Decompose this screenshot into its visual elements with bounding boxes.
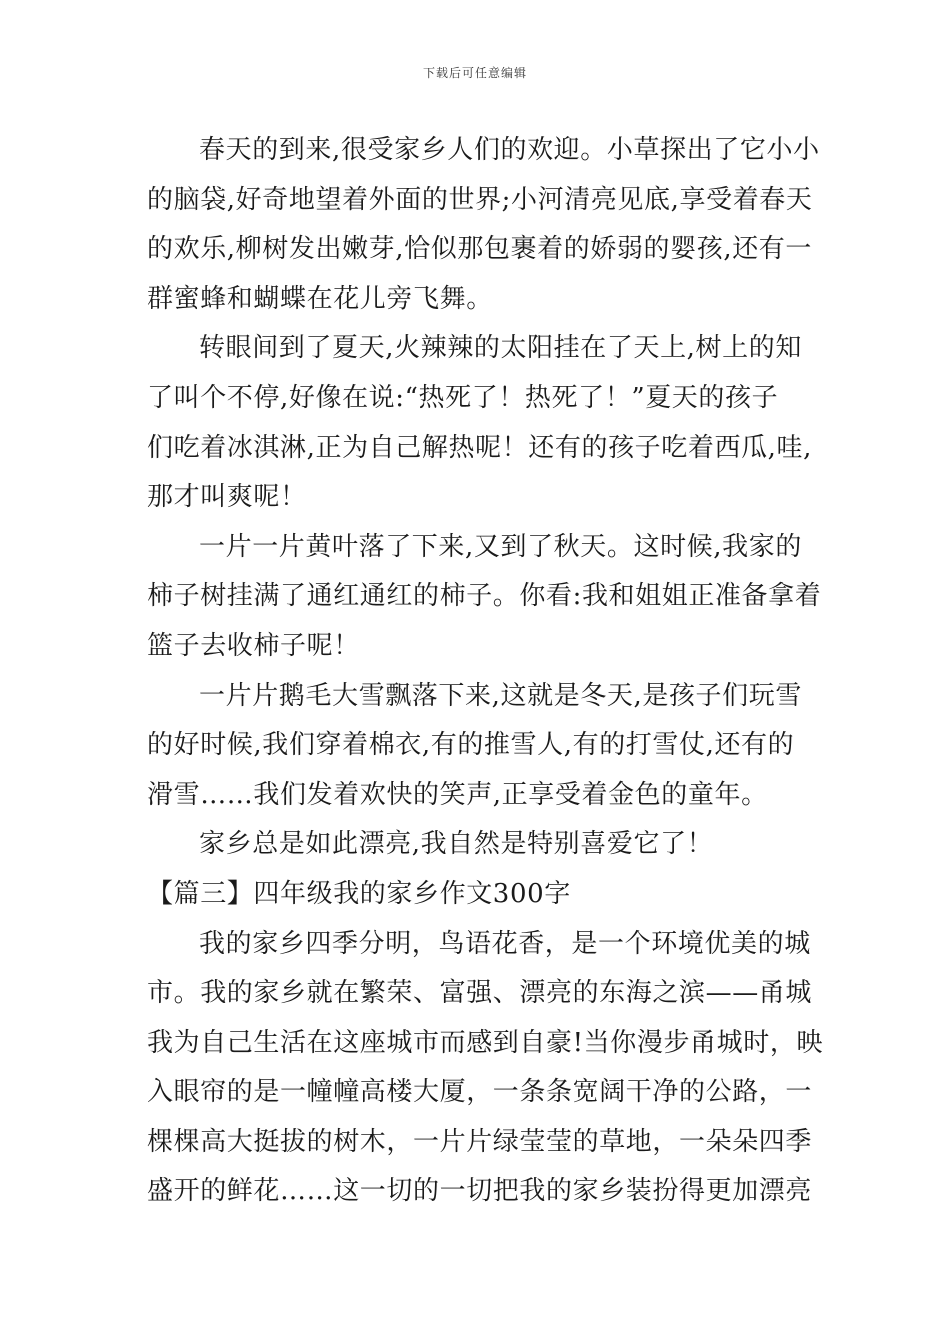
section-heading: 【篇三】四年级我的家乡作文300字 xyxy=(147,878,571,909)
text-line: 我为自己生活在这座城市而感到自豪!当你漫步甬城时，映 xyxy=(147,1027,824,1058)
text-line: 一片片鹅毛大雪飘落下来,这就是冬天,是孩子们玩雪 xyxy=(199,680,802,711)
text-line: 那才叫爽呢！ xyxy=(147,482,307,513)
text-line: 一片一片黄叶落了下来,又到了秋天。这时候,我家的 xyxy=(199,531,802,562)
text-line: 市。我的家乡就在繁荣、富强、漂亮的东海之滨——甬城 xyxy=(147,978,813,1009)
text-line: 春天的到来,很受家乡人们的欢迎。小草探出了它小小 xyxy=(199,135,820,165)
text-line: 我的家乡四季分明，鸟语花香，是一个环境优美的城 xyxy=(199,928,811,959)
text-line: 棵棵高大挺拔的树木，一片片绿莹莹的草地，一朵朵四季 xyxy=(147,1126,813,1157)
document-body xyxy=(147,126,824,1217)
text-line: 的欢乐,柳树发出嫩芽,恰似那包裹着的娇弱的婴孩,还有一 xyxy=(147,234,812,265)
text-line: 入眼帘的是一幢幢高楼大厦，一条条宽阔干净的公路，一 xyxy=(147,1077,813,1108)
text-line: 盛开的鲜花……这一切的一切把我的家乡装扮得更加漂亮 xyxy=(147,1176,813,1207)
text-line: 们吃着冰淇淋,正为自己解热呢！还有的孩子吃着西瓜,哇, xyxy=(147,432,812,463)
text-line: 的好时候,我们穿着棉衣,有的推雪人,有的打雪仗,还有的 xyxy=(147,730,795,761)
text-line: 篮子去收柿子呢！ xyxy=(147,630,360,661)
text-line: 了叫个不停,好像在说:“热死了！热死了！”夏天的孩子 xyxy=(147,382,779,413)
text-line: 转眼间到了夏天,火辣辣的太阳挂在了天上,树上的知 xyxy=(199,333,802,364)
text-line: 柿子树挂满了通红通红的柿子。你看:我和姐姐正准备拿着 xyxy=(147,581,822,612)
text-line: 的脑袋,好奇地望着外面的世界;小河清亮见底,享受着春天 xyxy=(147,184,813,215)
text-line: 群蜜蜂和蝴蝶在花儿旁飞舞。 xyxy=(147,283,493,314)
text-line: 家乡总是如此漂亮,我自然是特别喜爱它了！ xyxy=(199,829,714,860)
text-line: 滑雪……我们发着欢快的笑声,正享受着金色的童年。 xyxy=(147,779,768,810)
page-header: 下载后可任意编辑 xyxy=(422,66,527,80)
